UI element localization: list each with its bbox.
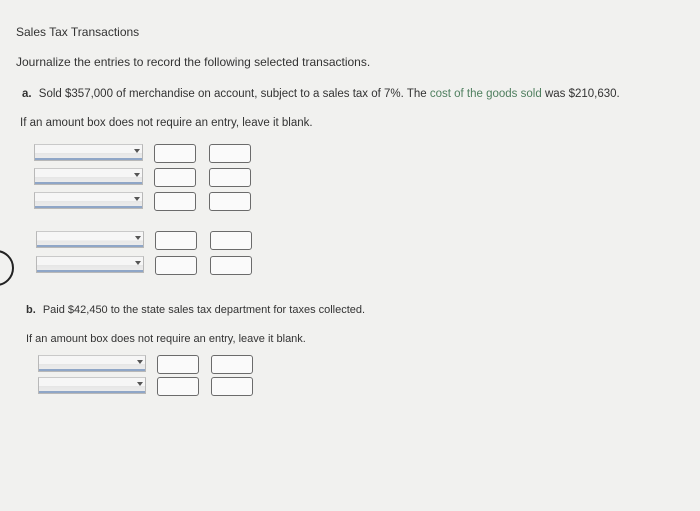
- part-a-letter: a.: [22, 88, 32, 100]
- instructions: Journalize the entries to record the following selected transactions.: [16, 55, 371, 69]
- cost-of-goods-sold-term[interactable]: cost of the goods sold: [429, 88, 542, 100]
- chevron-down-icon: [134, 173, 140, 177]
- account-select[interactable]: [36, 256, 144, 273]
- account-select[interactable]: [34, 168, 143, 185]
- account-select[interactable]: [36, 231, 144, 248]
- chevron-down-icon: [135, 261, 141, 265]
- debit-input[interactable]: [154, 168, 196, 187]
- credit-input[interactable]: [209, 144, 251, 163]
- part-b-text: Paid $42,450 to the state sales tax department for taxes collected.: [42, 304, 366, 316]
- credit-input[interactable]: [211, 377, 253, 396]
- part-b-note: If an amount box does not require an entry, leave it blank.: [26, 333, 306, 345]
- debit-input[interactable]: [154, 144, 196, 163]
- debit-input[interactable]: [157, 355, 199, 374]
- part-a-text-before: Sold $357,000 of merchandise on account, subject to a sales tax of 7%. The: [38, 88, 427, 100]
- credit-input[interactable]: [211, 355, 253, 374]
- chevron-down-icon: [137, 382, 143, 386]
- part-a-note: If an amount box does not require an entry, leave it blank.: [20, 117, 313, 129]
- credit-input[interactable]: [209, 192, 251, 211]
- credit-input[interactable]: [210, 231, 252, 250]
- debit-input[interactable]: [154, 192, 196, 211]
- chevron-down-icon: [134, 197, 140, 201]
- account-select[interactable]: [34, 144, 143, 161]
- debit-input[interactable]: [157, 377, 199, 396]
- part-b-letter: b.: [26, 304, 36, 316]
- debit-input[interactable]: [155, 231, 197, 250]
- credit-input[interactable]: [210, 256, 252, 275]
- account-select[interactable]: [34, 192, 143, 209]
- account-select[interactable]: [38, 377, 146, 394]
- part-b-question: [26, 304, 365, 316]
- debit-input[interactable]: [155, 256, 197, 275]
- part-a-text-after: was $210,630.: [544, 88, 620, 100]
- chevron-down-icon: [135, 236, 141, 240]
- account-select[interactable]: [38, 355, 146, 372]
- chevron-down-icon: [134, 149, 140, 153]
- credit-input[interactable]: [209, 168, 251, 187]
- page-title: Sales Tax Transactions: [16, 25, 140, 39]
- part-a-question: [22, 88, 620, 100]
- scroll-handle[interactable]: [0, 250, 14, 286]
- chevron-down-icon: [137, 360, 143, 364]
